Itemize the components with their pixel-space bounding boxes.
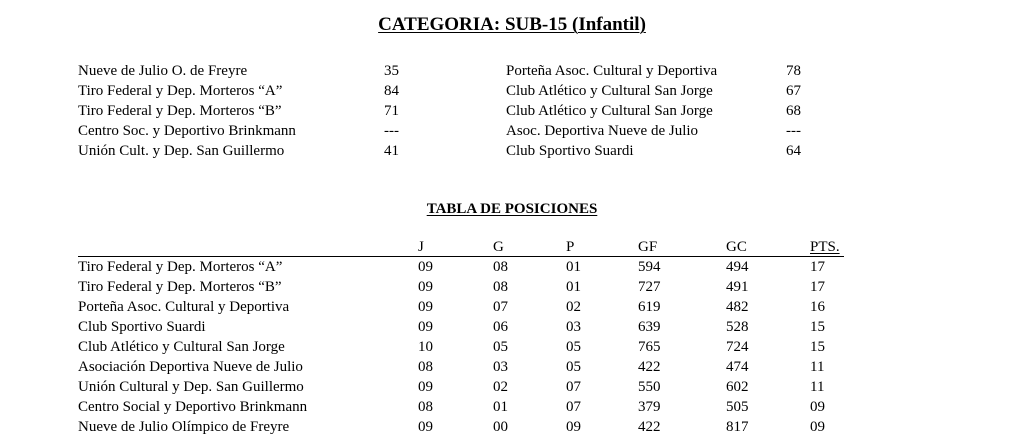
- standings-goals-against: 505: [726, 399, 749, 415]
- column-header-gc: GC: [726, 239, 747, 255]
- standings-won: 08: [493, 279, 508, 295]
- standings-points: 09: [810, 419, 825, 435]
- standings-goals-against: 491: [726, 279, 749, 295]
- standings-points: 11: [810, 359, 825, 375]
- standings-team: Tiro Federal y Dep. Morteros “B”: [78, 279, 282, 295]
- standings-goals-for: 619: [638, 299, 661, 315]
- standings-won: 08: [493, 259, 508, 275]
- standings-team: Asociación Deportiva Nueve de Julio: [78, 359, 303, 375]
- standings-played: 09: [418, 259, 433, 275]
- standings-lost: 07: [566, 399, 581, 415]
- standings-played: 09: [418, 319, 433, 335]
- standings-goals-for: 727: [638, 279, 661, 295]
- standings-goals-against: 482: [726, 299, 749, 315]
- standings-team: Tiro Federal y Dep. Morteros “A”: [78, 259, 283, 275]
- result-away-team: Club Sportivo Suardi: [506, 143, 634, 159]
- result-away-score: 68: [786, 103, 801, 119]
- standings-goals-for: 594: [638, 259, 661, 275]
- standings-played: 09: [418, 299, 433, 315]
- standings-team: Centro Social y Deportivo Brinkmann: [78, 399, 308, 415]
- standings-lost: 07: [566, 379, 581, 395]
- standings-won: 07: [493, 299, 508, 315]
- result-home-team: Nueve de Julio O. de Freyre: [78, 63, 248, 79]
- page-title: [0, 13, 1024, 37]
- standings-goals-against: 602: [726, 379, 749, 395]
- standings-played: 09: [418, 419, 433, 435]
- standings-team: Unión Cultural y Dep. San Guillermo: [78, 379, 304, 395]
- standings-goals-against: 494: [726, 259, 749, 275]
- standings-played: 09: [418, 279, 433, 295]
- standings-points: 15: [810, 319, 825, 335]
- standings-lost: 05: [566, 359, 581, 375]
- standings-lost: 09: [566, 419, 581, 435]
- standings-points: 17: [810, 279, 825, 295]
- standings-won: 00: [493, 419, 508, 435]
- standings-played: 09: [418, 379, 433, 395]
- result-away-score: 67: [786, 83, 801, 99]
- result-home-score: ---: [384, 123, 399, 139]
- standings-team: Club Sportivo Suardi: [78, 319, 206, 335]
- standings-points: 16: [810, 299, 825, 315]
- standings-goals-for: 422: [638, 359, 661, 375]
- standings-heading-text: TABLA DE POSICIONES: [426, 201, 598, 217]
- standings-won: 06: [493, 319, 508, 335]
- result-home-score: 41: [384, 143, 399, 159]
- standings-played: 08: [418, 399, 433, 415]
- standings-goals-for: 639: [638, 319, 661, 335]
- result-home-team: Unión Cult. y Dep. San Guillermo: [78, 143, 285, 159]
- standings-points: 17: [810, 259, 825, 275]
- standings-team: Club Atlético y Cultural San Jorge: [78, 339, 285, 355]
- standings-lost: 03: [566, 319, 581, 335]
- standings-team: Nueve de Julio Olímpico de Freyre: [78, 419, 290, 435]
- standings-lost: 01: [566, 279, 581, 295]
- page-title-text: CATEGORIA: SUB-15 (Infantil): [378, 14, 646, 35]
- standings-points: 15: [810, 339, 825, 355]
- column-header-p: P: [566, 239, 575, 255]
- standings-heading: [0, 199, 1024, 219]
- standings-goals-for: 422: [638, 419, 661, 435]
- standings-goals-against: 724: [726, 339, 749, 355]
- standings-goals-for: 379: [638, 399, 661, 415]
- standings-won: 01: [493, 399, 508, 415]
- result-home-team: Tiro Federal y Dep. Morteros “A”: [78, 83, 283, 99]
- result-home-score: 35: [384, 63, 399, 79]
- standings-played: 08: [418, 359, 433, 375]
- standings-won: 05: [493, 339, 508, 355]
- standings-team: Porteña Asoc. Cultural y Deportiva: [78, 299, 290, 315]
- standings-won: 03: [493, 359, 508, 375]
- result-away-team: Club Atlético y Cultural San Jorge: [506, 83, 713, 99]
- result-away-score: 78: [786, 63, 801, 79]
- standings-goals-for: 765: [638, 339, 661, 355]
- result-away-team: Club Atlético y Cultural San Jorge: [506, 103, 713, 119]
- result-home-team: Centro Soc. y Deportivo Brinkmann: [78, 123, 296, 139]
- result-home-score: 71: [384, 103, 399, 119]
- result-away-score: 64: [786, 143, 801, 159]
- standings-won: 02: [493, 379, 508, 395]
- column-header-gf: GF: [638, 239, 658, 255]
- standings-played: 10: [418, 339, 433, 355]
- standings-goals-against: 474: [726, 359, 749, 375]
- result-away-team: Asoc. Deportiva Nueve de Julio: [506, 123, 699, 139]
- standings-goals-for: 550: [638, 379, 661, 395]
- column-header-g: G: [493, 239, 504, 255]
- standings-points: 09: [810, 399, 825, 415]
- standings-points: 11: [810, 379, 825, 395]
- result-home-score: 84: [384, 83, 399, 99]
- column-header-j: J: [418, 239, 424, 255]
- standings-lost: 02: [566, 299, 581, 315]
- column-header-pts: PTS.: [810, 239, 840, 255]
- result-home-team: Tiro Federal y Dep. Morteros “B”: [78, 103, 282, 119]
- result-away-score: ---: [786, 123, 801, 139]
- standings-lost: 05: [566, 339, 581, 355]
- standings-goals-against: 817: [726, 419, 749, 435]
- standings-goals-against: 528: [726, 319, 749, 335]
- standings-lost: 01: [566, 259, 581, 275]
- result-away-team: Porteña Asoc. Cultural y Deportiva: [506, 63, 718, 79]
